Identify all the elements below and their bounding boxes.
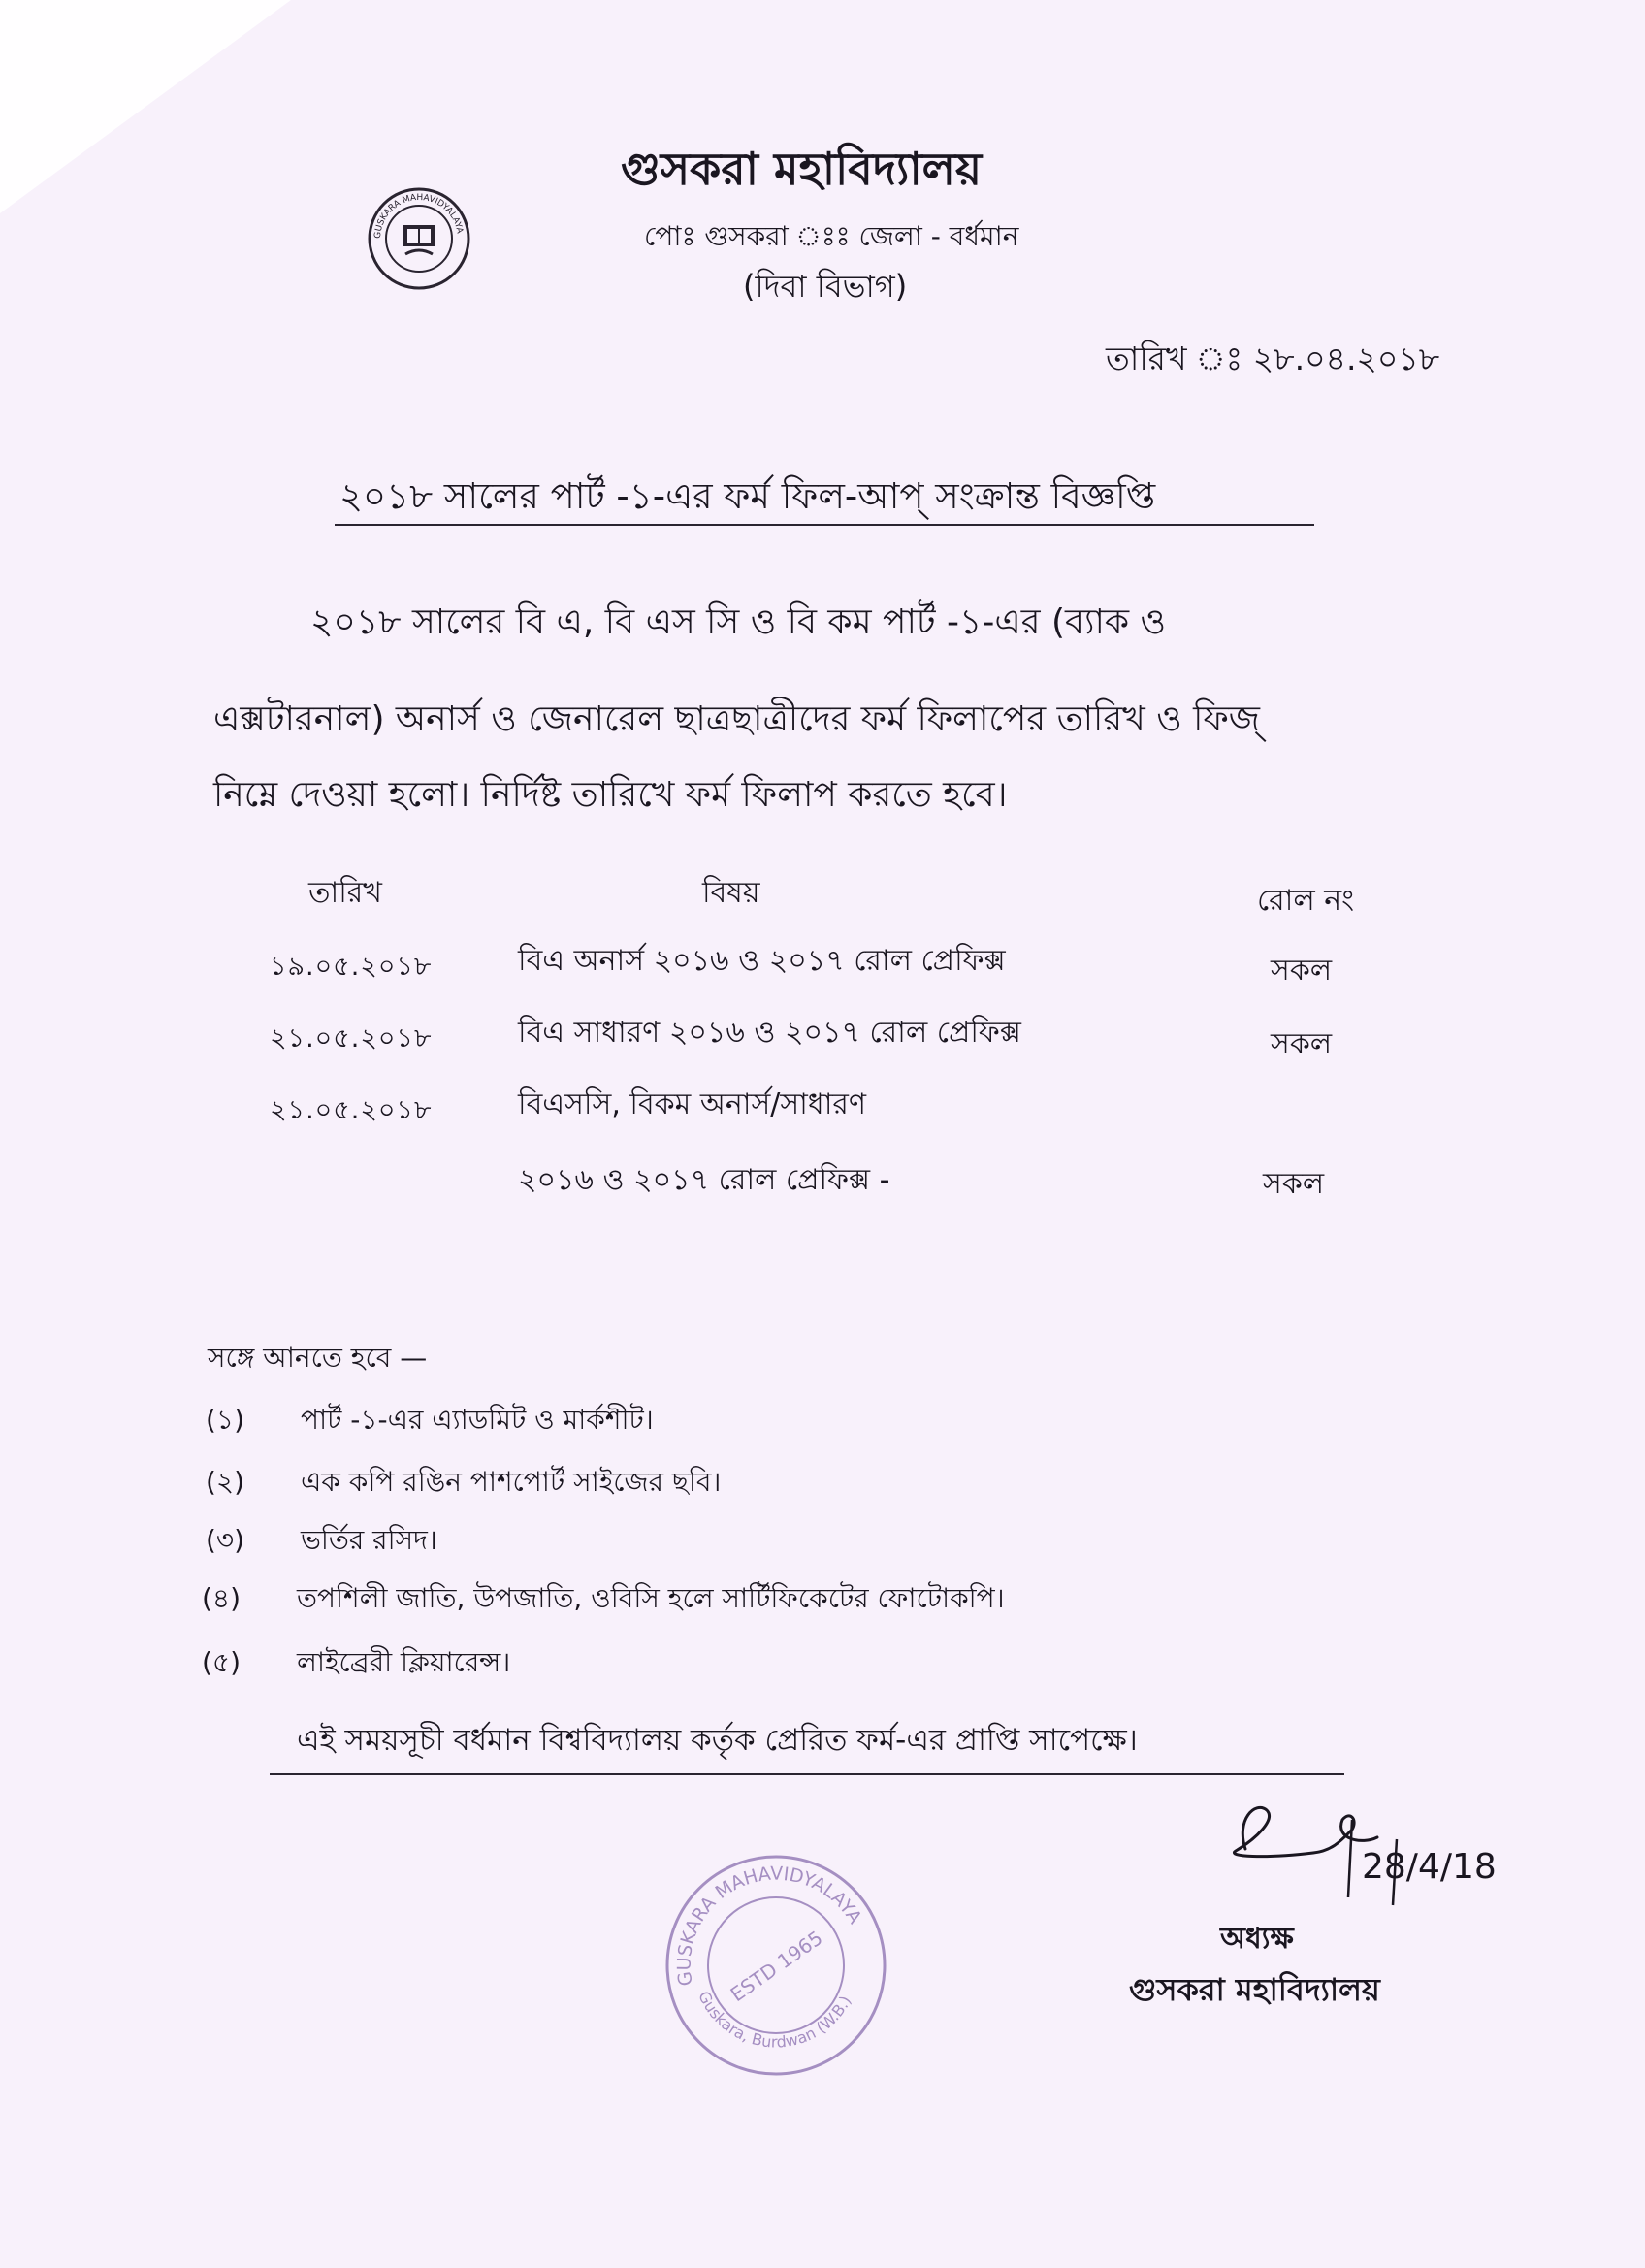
heading-underline <box>335 524 1314 526</box>
stamp-ring-text: GUSKARA MAHAVIDYALAYA <box>673 1863 866 1988</box>
svg-text:Guskara, Burdwan (W.B.) <box>694 1989 855 2052</box>
row-roll: সকল <box>1263 1167 1325 1201</box>
seal-ring-text: GUSKARA MAHAVIDYALAYA <box>372 192 465 240</box>
notice-paragraph-line-1: ২০১৮ সালের বি এ, বি এস সি ও বি কম পার্ট -১-এর (ব্যাক ও <box>310 602 1167 642</box>
signatory-designation: অধ্যক্ষ <box>1220 1922 1294 1956</box>
list-item: এক কপি রঙিন পাশপোর্ট সাইজের ছবি। <box>301 1466 722 1498</box>
schedule-footnote: এই সময়সূচী বর্ধমান বিশ্ববিদ্যালয় কর্তৃক প্রেরিত ফর্ম-এর প্রাপ্তি সাপেক্ষে। <box>297 1723 1138 1758</box>
row-date: ২১.০৫.২০১৮ <box>270 1023 433 1053</box>
list-item: ভর্তির রসিদ। <box>301 1524 437 1556</box>
signatory-institution: গুসকরা মহাবিদ্যালয় <box>1129 1971 1380 2008</box>
section-label: (দিবা বিভাগ) <box>743 268 908 305</box>
row-roll: সকল <box>1271 954 1333 988</box>
list-item: তপশিলী জাতি, উপজাতি, ওবিসি হলে সার্টিফিকেটের ফোটোকপি। <box>297 1582 1005 1614</box>
list-item-number: (৫) <box>202 1646 242 1678</box>
row-date: ১৯.০৫.২০১৮ <box>270 952 433 982</box>
list-item: পার্ট -১-এর এ্যাডমিট ও মার্কশীট। <box>301 1404 654 1436</box>
requirements-title: সঙ্গে আনতে হবে — <box>208 1342 428 1374</box>
footnote-underline <box>270 1773 1344 1775</box>
notice-date: তারিখ ঃ ২৮.০৪.২০১৮ <box>1106 340 1440 377</box>
column-header-subject: বিষয় <box>702 876 760 910</box>
handwritten-signature <box>1207 1781 1497 1927</box>
stamp-bottom-text: Guskara, Burdwan (W.B.) <box>694 1988 855 2052</box>
list-item-number: (১) <box>206 1404 245 1436</box>
row-subject: বিএ সাধারণ ২০১৬ ও ২০১৭ রোল প্রেফিক্স <box>518 1016 1021 1050</box>
notice-heading: ২০১৮ সালের পার্ট -১-এর ফর্ম ফিল-আপ্ সংক্রান্ত বিজ্ঞপ্তি <box>339 475 1156 517</box>
college-name-title: গুসকরা মহাবিদ্যালয় <box>621 143 983 195</box>
row-roll: সকল <box>1271 1027 1333 1061</box>
folded-corner <box>0 0 291 213</box>
notice-paragraph-line-3: নিম্নে দেওয়া হলো। নির্দিষ্ট তারিখে ফর্ম ফিলাপ করতে হবে। <box>213 775 1008 815</box>
column-header-date: তারিখ <box>308 876 382 910</box>
row-subject: বিএসসি, বিকম অনার্স/সাধারণ <box>518 1087 867 1121</box>
list-item-number: (২) <box>206 1466 245 1498</box>
college-office-stamp <box>660 1849 892 2082</box>
list-item-number: (৪) <box>202 1582 242 1614</box>
list-item: লাইব্রেরী ক্লিয়ারেন্স। <box>297 1646 511 1678</box>
college-seal-logo <box>367 186 471 291</box>
row-subject: বিএ অনার্স ২০১৬ ও ২০১৭ রোল প্রেফিক্স <box>518 944 1006 978</box>
notice-paragraph-line-2: এক্সটারনাল) অনার্স ও জেনারেল ছাত্রছাত্রীদের ফর্ম ফিলাপের তারিখ ও ফিজ্ <box>213 699 1260 739</box>
handwritten-date: 28/4/18 <box>1362 1847 1497 1887</box>
list-item-number: (৩) <box>206 1524 245 1556</box>
college-address: পোঃ গুসকরা ঃঃ জেলা - বর্ধমান <box>644 220 1019 252</box>
row-subject-continued: ২০১৬ ও ২০১৭ রোল প্রেফিক্স - <box>518 1163 890 1197</box>
stamp-center-text: ESTD 1965 <box>726 1926 827 2007</box>
column-header-roll: রোল নং <box>1257 884 1355 918</box>
row-date: ২১.০৫.২০১৮ <box>270 1095 433 1125</box>
